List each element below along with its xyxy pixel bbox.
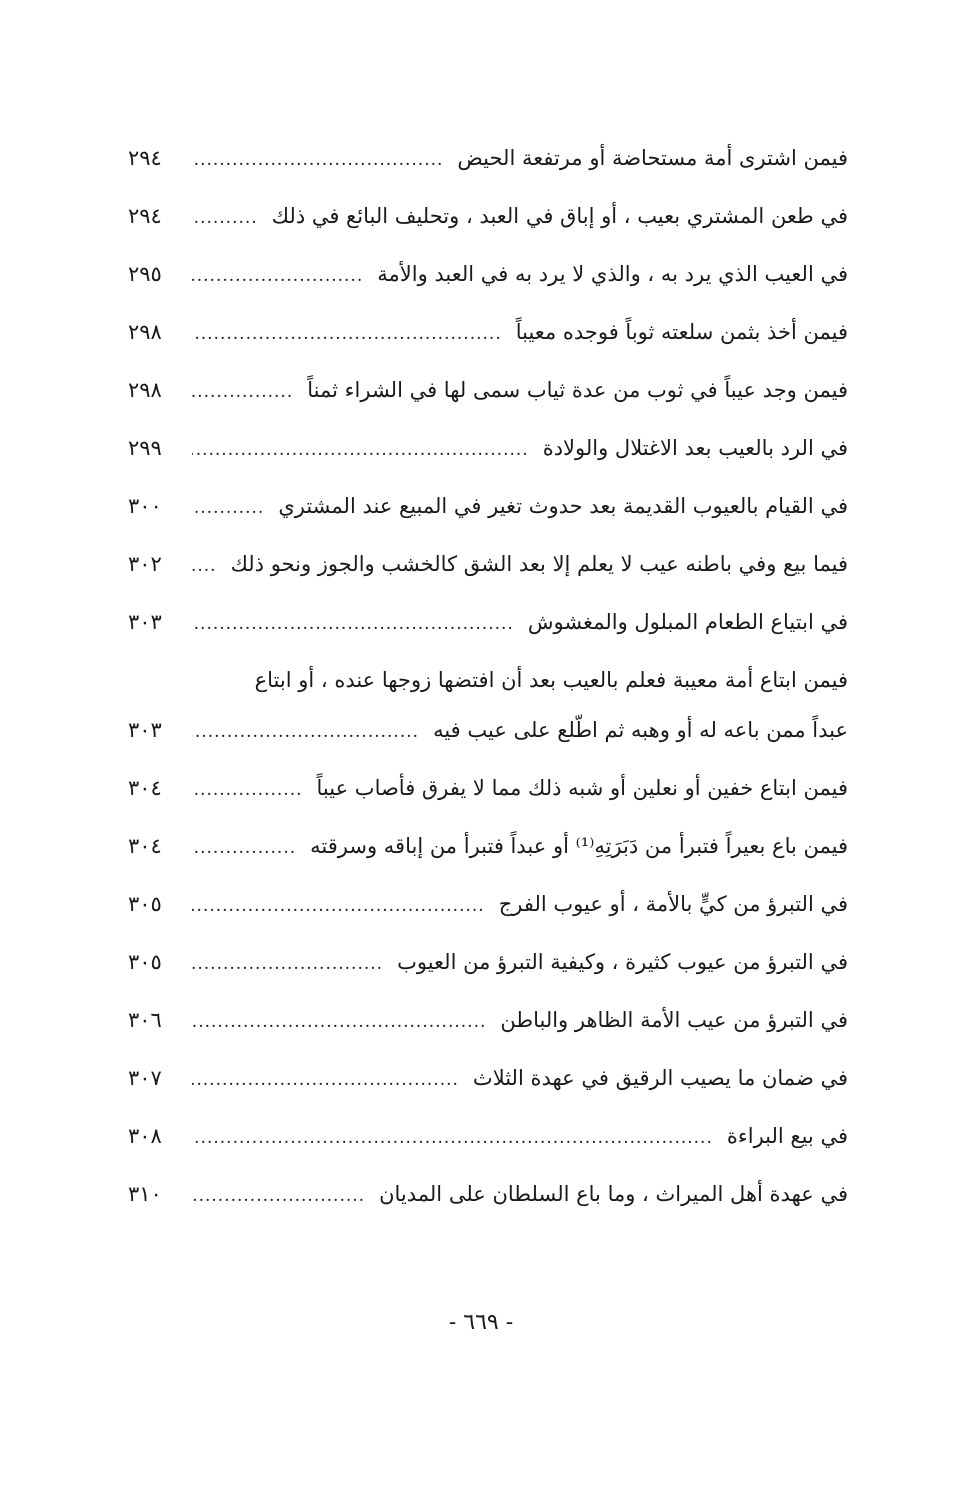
toc-entry-page: ٢٩٨ [128, 378, 162, 402]
toc-entry-title: في العيب الذي يرد به ، والذي لا يرد به في العبد والأمة [377, 262, 848, 286]
dot-leader [192, 1000, 486, 1044]
toc-entry-title: فيمن وجد عيباً في ثوب من عدة ثياب سمى لها في الشراء ثمناً [307, 378, 848, 402]
toc-entry [128, 136, 848, 194]
toc-entry-page: ٣٠٤ [128, 834, 162, 858]
toc-entry-title: فيمن باع بعيراً فتبرأ من دَبَرَتِهِ⁽¹⁾ أو عبداً فتبرأ من إباقه وسرقته [310, 834, 848, 858]
toc-entry-title: فيمن ابتاع خفين أو نعلين أو شبه ذلك مما لا يفرق فأصاب عيباً [316, 776, 848, 800]
toc-entry [128, 484, 848, 542]
dot-leader [192, 710, 419, 754]
toc-entry-page: ٣٠٤ [128, 776, 162, 800]
toc-entry-title: فيما بيع وفي باطنه عيب لا يعلم إلا بعد الشق كالخشب والجوز ونحو ذلك [230, 552, 848, 576]
toc-entry-title: في التبرؤ من عيب الأمة الظاهر والباطن [500, 1008, 848, 1032]
toc-entry-page: ٣٠٠ [128, 494, 162, 518]
toc-entry-page: ٢٩٩ [128, 436, 162, 460]
dot-leader [192, 942, 383, 986]
toc-entry-page: ٢٩٤ [128, 204, 162, 228]
toc-entry-title: في ابتياع الطعام المبلول والمغشوش [527, 610, 848, 634]
toc-entry [128, 542, 848, 600]
toc-entry [128, 310, 848, 368]
toc-entry-first-line [128, 658, 848, 708]
toc-entry-page: ٢٩٤ [128, 146, 162, 170]
toc-entry [128, 940, 848, 998]
toc-entry [128, 766, 848, 824]
toc-entry [128, 824, 848, 882]
table-of-contents [128, 136, 848, 1230]
toc-entry-title: في القيام بالعيوب القديمة بعد حدوث تغير في المبيع عند المشتري [278, 494, 848, 518]
toc-entry-page: ٣٠٥ [128, 950, 162, 974]
dot-leader [192, 138, 443, 182]
dot-leader [192, 196, 258, 240]
toc-entry-page: ٣٠٣ [128, 718, 162, 742]
toc-entry [128, 998, 848, 1056]
toc-entry-page: ٣٠٥ [128, 892, 162, 916]
dot-leader [192, 1174, 365, 1218]
toc-entry-title: في عهدة أهل الميراث ، وما باع السلطان على المديان [379, 1182, 848, 1206]
dot-leader [192, 370, 293, 414]
toc-entry-page: ٢٩٨ [128, 320, 162, 344]
toc-entry [128, 368, 848, 426]
toc-entry-title: في التبرؤ من عيوب كثيرة ، وكيفية التبرؤ من العيوب [397, 950, 848, 974]
toc-entry [128, 194, 848, 252]
dot-leader [192, 602, 514, 646]
dot-leader [192, 884, 485, 928]
dot-leader [192, 1058, 459, 1102]
toc-entry-title: عبداً ممن باعه له أو وهبه ثم اطّلع على عيب فيه [433, 718, 848, 742]
toc-entry [128, 882, 848, 940]
toc-entry [128, 1056, 848, 1114]
toc-entry-title: في ضمان ما يصيب الرقيق في عهدة الثلاث [472, 1066, 848, 1090]
dot-leader [192, 544, 217, 588]
dot-leader [192, 312, 502, 356]
toc-entry [128, 708, 848, 766]
toc-entry-page: ٣٠٨ [128, 1124, 162, 1148]
dot-leader [192, 254, 363, 298]
toc-entry [128, 1172, 848, 1230]
dot-leader [192, 428, 529, 472]
toc-entry-title: فيمن اشترى أمة مستحاضة أو مرتفعة الحيض [457, 146, 848, 170]
toc-entry [128, 426, 848, 484]
toc-entry-title: في الرد بالعيب بعد الاغتلال والولادة [542, 436, 848, 460]
toc-entry [128, 1114, 848, 1172]
toc-entry-page: ٣٠٦ [128, 1008, 162, 1032]
toc-entry-page: ٣٠٢ [128, 552, 162, 576]
toc-entry-title: في طعن المشتري بعيب ، أو إباق في العبد ، وتحليف البائع في ذلك [271, 204, 848, 228]
dot-leader [192, 768, 303, 812]
toc-entry-title-line: فيمن ابتاع أمة معيبة فعلم بالعيب بعد أن افتضها زوجها عنده ، أو ابتاع [254, 668, 848, 692]
dot-leader [192, 1116, 713, 1160]
toc-entry-title: فيمن أخذ بثمن سلعته ثوباً فوجده معيباً [515, 320, 848, 344]
toc-entry-page: ٣١٠ [128, 1182, 162, 1206]
toc-entry-title: في التبرؤ من كيٍّ بالأمة ، أو عيوب الفرج [498, 892, 848, 916]
page-number: - ٦٦٩ - [448, 1310, 514, 1335]
toc-entry [128, 252, 848, 310]
toc-entry-title: في بيع البراءة [726, 1124, 848, 1148]
toc-entry [128, 600, 848, 658]
toc-entry-page: ٣٠٧ [128, 1066, 162, 1090]
toc-entry-page: ٣٠٣ [128, 610, 162, 634]
dot-leader [192, 826, 296, 870]
toc-entry-page: ٢٩٥ [128, 262, 162, 286]
dot-leader [192, 486, 264, 530]
